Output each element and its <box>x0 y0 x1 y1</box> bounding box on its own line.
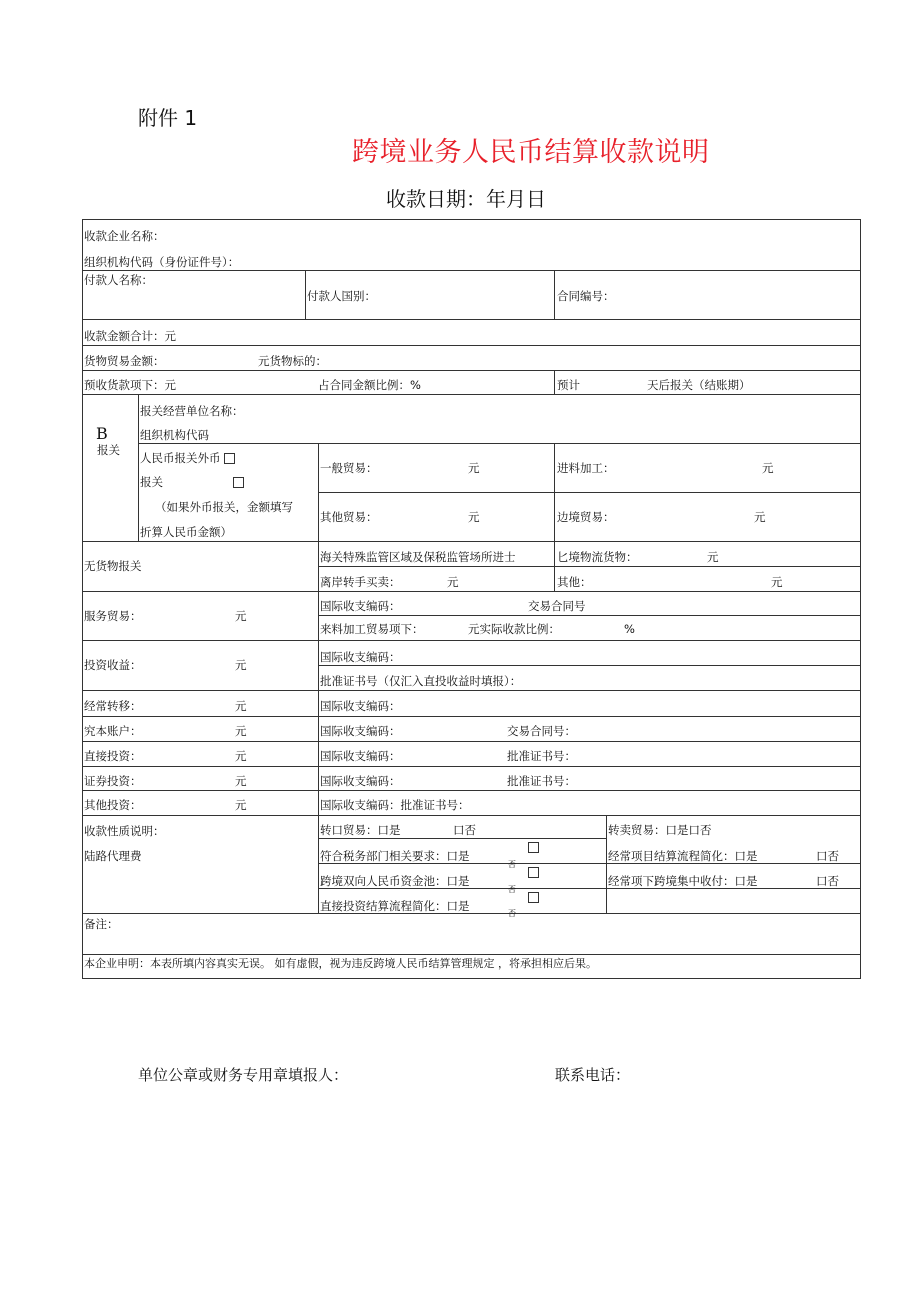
rmb-pool-no-checkbox[interactable] <box>528 867 539 878</box>
customs-label: 报关 <box>140 475 244 489</box>
yuan-label: 元 <box>447 575 459 589</box>
col-divider <box>554 443 555 541</box>
service-trade-label: 服务贸易： <box>84 609 142 623</box>
col-divider <box>318 443 319 541</box>
row-divider <box>82 741 861 742</box>
customs-section-label: 报关 <box>97 443 120 457</box>
row-divider <box>82 766 861 767</box>
yuan-label: 元 <box>235 658 247 672</box>
seal-label: 单位公章或财务专用章填报人： <box>138 1066 349 1084</box>
no-mark: 否 <box>508 885 516 894</box>
intl-code-label: 国际收支编码： <box>320 724 401 738</box>
payer-name-label: 付款人名称： <box>84 273 153 287</box>
b-letter: B <box>96 424 108 443</box>
central-collect-no-option[interactable]: 口否 <box>816 874 839 888</box>
row-divider <box>318 492 861 493</box>
declaration-text: 本企业申明：本表所填内容真实无误。 如有虚假，视为违反跨境人民币结算管理规定 ，将承担相应后果。 <box>84 957 597 970</box>
other-investment-label: 其他投资： <box>84 798 142 812</box>
yuan-label: 元 <box>235 749 247 763</box>
trade-contract-label: 交易合同号： <box>507 724 576 738</box>
rmb-note-line2: 折算人民币金额） <box>140 525 232 539</box>
row-divider <box>82 690 861 691</box>
current-transfer-label: 经常转移： <box>84 699 142 713</box>
row-divider <box>318 888 861 889</box>
land-agency-label: 陆路代理费 <box>84 849 142 863</box>
intl-code-label: 国际收支编码： <box>320 749 401 763</box>
direct-simplify-yes-option[interactable]: 直接投资结算流程简化：口是 <box>320 899 470 913</box>
row-divider <box>82 591 861 592</box>
no-goods-label: 无货物报关 <box>84 559 142 573</box>
row-divider <box>82 394 861 395</box>
border-trade-label: 边境贸易： <box>557 510 615 524</box>
attachment-label: 附件 1 <box>138 106 198 130</box>
yuan-label: 元 <box>754 510 766 524</box>
goods-subject-label: 元货物标的： <box>258 354 327 368</box>
customs-org-label: 组织机构代码 <box>140 428 209 442</box>
direct-investment-label: 直接投资： <box>84 749 142 763</box>
org-code-label: 组织机构代码（身份证件号）： <box>84 255 240 269</box>
page-title: 跨境业务人民币结算收款说明 <box>352 137 710 168</box>
yuan-label: 元 <box>762 461 774 475</box>
col-divider <box>318 541 319 913</box>
row-divider <box>318 566 861 567</box>
intl-code-label: 国际收支编码： <box>320 699 401 713</box>
row-divider <box>82 541 861 542</box>
actual-ratio-label: 元实际收款比例： <box>468 622 560 636</box>
trade-contract-label: 交易合同号 <box>528 599 586 613</box>
intl-code-label: 国际收支编码： <box>320 774 401 788</box>
row-divider <box>82 790 861 791</box>
row-divider <box>82 370 861 371</box>
other-label: 其他： <box>557 575 592 589</box>
approval-direct-label: 批准证书号（仅汇入直投收益时填报）： <box>320 674 522 688</box>
yuan-label: 元 <box>235 699 247 713</box>
yuan-label: 元 <box>771 575 783 589</box>
current-simplify-no-option[interactable]: 口否 <box>816 849 839 863</box>
row-divider <box>82 716 861 717</box>
approval-no-label: 批准证书号： <box>507 774 576 788</box>
goods-amount-label: 货物贸易金额： <box>84 354 165 368</box>
securities-label: 证券投资： <box>84 774 142 788</box>
offshore-transfer-label: 离岸转手买卖： <box>320 575 401 589</box>
prepay-label: 预收货款项下：元 <box>84 378 176 392</box>
col-divider <box>606 815 607 913</box>
expected-label: 预计 <box>557 378 580 392</box>
col-divider <box>554 541 555 591</box>
form-table <box>82 219 861 979</box>
special-zone-label: 海关特殊监管区域及保税监管场所进士 <box>320 550 516 564</box>
rmb-note-line1: （如果外币报关，金额填写 <box>155 500 293 514</box>
row-divider <box>82 913 861 914</box>
resale-option[interactable]: 转卖贸易：口是口否 <box>608 823 712 837</box>
customs-checkbox[interactable] <box>233 477 244 488</box>
rmb-customs-label: 人民币报关外币 <box>140 451 235 465</box>
yuan-label: 元 <box>468 510 480 524</box>
nature-label: 收款性质说明： <box>84 824 165 838</box>
row-divider <box>82 345 861 346</box>
receipt-date: 收款日期：年月日 <box>386 187 546 211</box>
rmb-customs-checkbox[interactable] <box>224 453 235 464</box>
col-divider <box>138 394 139 541</box>
col-divider <box>554 370 555 394</box>
yuan-label: 元 <box>235 774 247 788</box>
investment-income-label: 投资收益： <box>84 658 142 672</box>
tax-req-no-checkbox[interactable] <box>528 842 539 853</box>
yuan-label: 元 <box>468 461 480 475</box>
row-divider <box>318 838 606 839</box>
contract-no-label: 合同编号： <box>557 289 615 303</box>
days-customs-label: 天后报关（结账期） <box>647 378 751 392</box>
no-mark: 否 <box>508 909 516 918</box>
row-divider <box>82 815 861 816</box>
entrepot-yes-option[interactable]: 转口贸易：口是 <box>320 823 401 837</box>
tax-req-yes-option[interactable]: 符合税务部门相关要求：口是 <box>320 849 470 863</box>
intl-code-approval-label: 国际收支编码：批准证书号： <box>320 798 470 812</box>
processing-material-label: 来料加工贸易项下： <box>320 622 424 636</box>
direct-simplify-no-checkbox[interactable] <box>528 892 539 903</box>
intl-code-label: 国际收支编码： <box>320 650 401 664</box>
row-divider <box>318 615 861 616</box>
col-divider <box>305 270 306 319</box>
row-divider <box>82 640 861 641</box>
col-divider <box>554 270 555 319</box>
remarks-label: 备注： <box>84 917 119 931</box>
row-divider <box>82 954 861 955</box>
capital-account-label: 究本账户： <box>84 724 142 738</box>
processing-import-label: 进料加工： <box>557 461 615 475</box>
entrepot-no-option[interactable]: 口否 <box>453 823 476 837</box>
yuan-label: 元 <box>707 550 719 564</box>
total-amount-label: 收款金额合计：元 <box>84 329 176 343</box>
central-collect-yes-option[interactable]: 经常项下跨境集中收付：口是 <box>608 874 758 888</box>
row-divider <box>82 270 861 271</box>
current-simplify-yes-option[interactable]: 经常项目结算流程简化：口是 <box>608 849 758 863</box>
row-divider <box>318 665 861 666</box>
yuan-label: 元 <box>235 798 247 812</box>
yuan-label: 元 <box>235 724 247 738</box>
general-trade-label: 一般贸易： <box>320 461 378 475</box>
offshore-goods-label: 匕境物流货物： <box>557 550 638 564</box>
contract-ratio-label: 占合同金额比例：% <box>318 378 421 392</box>
customs-unit-label: 报关经营单位名称： <box>140 404 244 418</box>
row-divider <box>318 863 861 864</box>
company-name-label: 收款企业名称： <box>84 229 165 243</box>
approval-no-label: 批准证书号： <box>507 749 576 763</box>
yuan-label: 元 <box>235 609 247 623</box>
other-trade-label: 其他贸易： <box>320 510 378 524</box>
intl-code-label: 国际收支编码： <box>320 599 401 613</box>
row-divider <box>138 443 861 444</box>
rmb-pool-yes-option[interactable]: 跨境双向人民币资金池：口是 <box>320 874 470 888</box>
payer-country-label: 付款人国别： <box>307 289 376 303</box>
no-mark: 否 <box>508 860 516 869</box>
percent-label: % <box>624 622 635 636</box>
row-divider <box>82 319 861 320</box>
phone-label: 联系电话： <box>555 1066 631 1084</box>
